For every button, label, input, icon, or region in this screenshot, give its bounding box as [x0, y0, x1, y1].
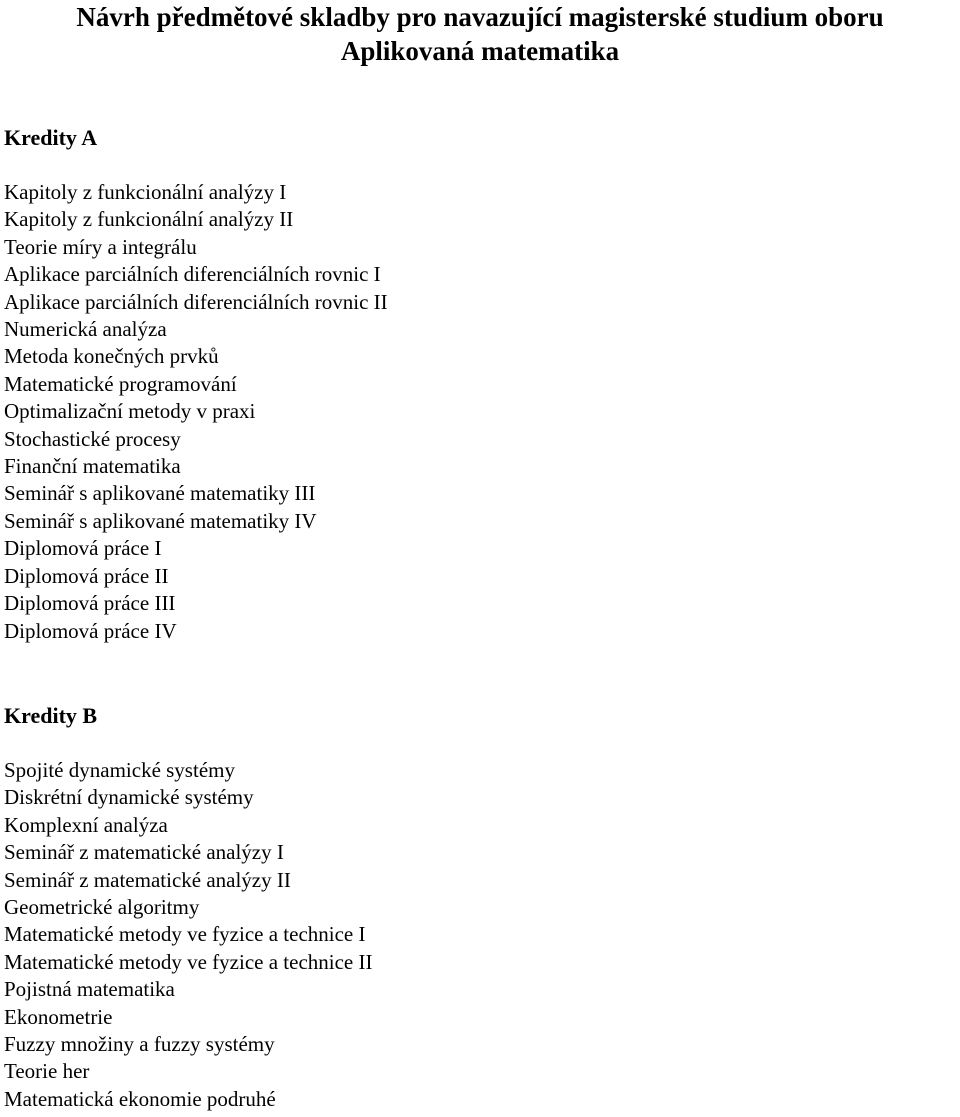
- section-heading-kredity-a: Kredity A: [4, 125, 98, 150]
- document-title-line-1: Návrh předmětové skladby pro navazující magisterské studium oboru: [76, 2, 884, 32]
- course-item: Teorie míry a integrálu: [4, 234, 197, 259]
- course-item: Seminář s aplikované matematiky III: [4, 481, 316, 506]
- course-item: Matematické metody ve fyzice a technice I: [4, 922, 366, 947]
- course-item: Teorie her: [4, 1059, 90, 1084]
- course-item: Ekonometrie: [4, 1004, 113, 1029]
- course-item: Seminář s aplikované matematiky IV: [4, 508, 317, 533]
- course-item: Diplomová práce II: [4, 563, 169, 588]
- course-item: Optimalizační metody v praxi: [4, 399, 256, 424]
- section-heading-kredity-b: Kredity B: [4, 703, 98, 728]
- course-item: Fuzzy množiny a fuzzy systémy: [4, 1032, 275, 1057]
- course-item: Komplexní analýza: [4, 812, 168, 837]
- course-item: Metoda konečných prvků: [4, 344, 219, 369]
- course-item: Spojité dynamické systémy: [4, 758, 235, 782]
- course-item: Matematické metody ve fyzice a technice II: [4, 949, 373, 974]
- course-item: Aplikace parciálních diferenciálních rovnic I: [4, 262, 381, 287]
- course-item: Geometrické algoritmy: [4, 895, 200, 920]
- course-item: Pojistná matematika: [4, 977, 175, 1002]
- course-item: Diskrétní dynamické systémy: [4, 785, 254, 810]
- course-item: Diplomová práce I: [4, 536, 162, 561]
- document-title-line-2: Aplikovaná matematika: [340, 36, 620, 66]
- course-list-kredity-a: [4, 179, 388, 645]
- course-item: Aplikace parciálních diferenciálních rovnic II: [4, 289, 388, 314]
- course-item: Stochastické procesy: [4, 426, 181, 451]
- course-item: Seminář z matematické analýzy I: [4, 840, 284, 865]
- course-item: Diplomová práce IV: [4, 618, 177, 643]
- course-item: Matematické programování: [4, 371, 237, 396]
- course-item: Finanční matematika: [4, 454, 181, 479]
- course-item: Kapitoly z funkcionální analýzy I: [4, 180, 287, 204]
- course-item: Matematická ekonomie podruhé: [4, 1086, 276, 1111]
- course-item: Kapitoly z funkcionální analýzy II: [4, 207, 294, 232]
- course-item: Numerická analýza: [4, 317, 167, 342]
- course-item: Seminář z matematické analýzy II: [4, 867, 291, 892]
- course-item: Diplomová práce III: [4, 591, 176, 616]
- course-list-kredity-b: [4, 757, 372, 1113]
- document-title: [0, 0, 960, 68]
